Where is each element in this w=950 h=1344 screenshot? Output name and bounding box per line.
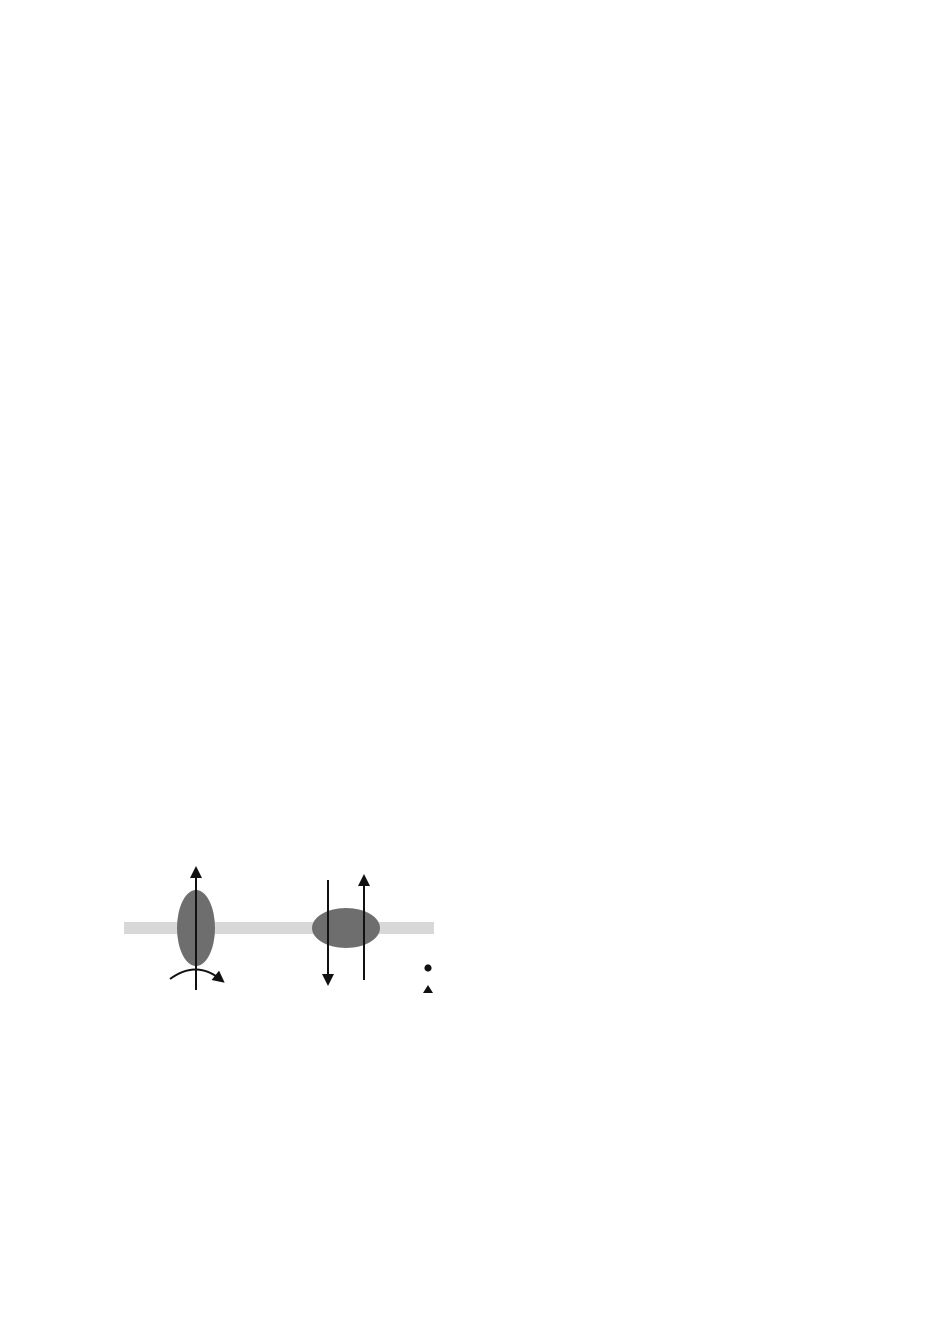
antiporter-protein (312, 908, 380, 948)
cell-membrane (124, 922, 434, 934)
legend-h-triangle (423, 985, 433, 993)
legend-na-dot (424, 964, 431, 971)
membrane-transport-diagram (84, 822, 564, 1012)
